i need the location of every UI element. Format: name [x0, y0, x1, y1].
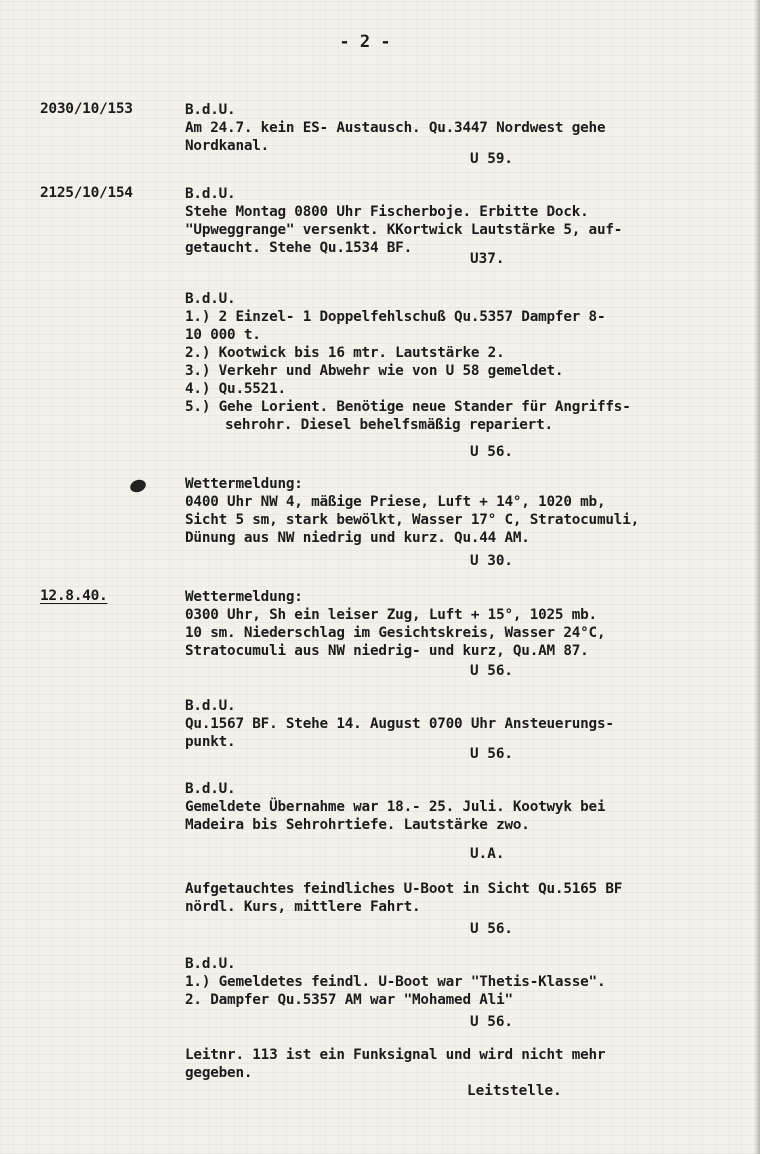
- message-line: B.d.U.: [185, 781, 236, 797]
- message-entry: [185, 101, 745, 155]
- message-line: 5.) Gehe Lorient. Benötige neue Stander für Angriffs-: [185, 399, 631, 415]
- message-entry: [185, 780, 745, 834]
- message-entry: [185, 290, 745, 434]
- sender-signature: Leitstelle.: [467, 1083, 562, 1099]
- message-signature: U37.: [470, 251, 505, 267]
- message-line: Sicht 5 sm, stark bewölkt, Wasser 17° C, Stratocumuli,: [185, 512, 640, 528]
- message-signature: U 56.: [470, 444, 514, 460]
- message-line: B.d.U.: [185, 102, 236, 118]
- entry-date-label: 12.8.40.: [40, 588, 108, 604]
- message-entry: [185, 1046, 745, 1082]
- message-line: Dünung aus NW niedrig und kurz. Qu.44 AM.: [185, 530, 530, 546]
- message-entry: [185, 588, 745, 660]
- message-line: Stehe Montag 0800 Uhr Fischerboje. Erbitte Dock.: [185, 204, 589, 220]
- message-signature: U 56.: [470, 663, 514, 679]
- message-line: gegeben.: [185, 1065, 253, 1081]
- message-line: 2. Dampfer Qu.5357 AM war "Mohamed Ali": [185, 992, 513, 1008]
- message-entry: [185, 185, 745, 257]
- entry-time-label: 2030/10/153: [40, 101, 133, 117]
- message-line: Gemeldete Übernahme war 18.- 25. Juli. Kootwyk bei: [185, 799, 606, 815]
- message-line: 3.) Verkehr und Abwehr wie von U 58 gemeldet.: [185, 363, 564, 379]
- message-entry: [185, 880, 745, 916]
- message-line: 1.) Gemeldetes feindl. U-Boot war "Thetis-Klasse".: [185, 974, 606, 990]
- message-line: Am 24.7. kein ES- Austausch. Qu.3447 Nordwest gehe: [185, 120, 606, 136]
- message-line: punkt.: [185, 734, 236, 750]
- message-line: "Upweggrange" versenkt. KKortwick Lautstärke 5, auf-: [185, 222, 623, 238]
- message-entry: [185, 697, 745, 751]
- message-line: sehrohr. Diesel behelfsmäßig repariert.: [225, 417, 553, 433]
- message-line: 2.) Kootwick bis 16 mtr. Lautstärke 2.: [185, 345, 505, 361]
- message-line: 1.) 2 Einzel- 1 Doppelfehlschuß Qu.5357 Dampfer 8-: [185, 309, 606, 325]
- message-line: Stratocumuli aus NW niedrig- und kurz, Qu.AM 87.: [185, 643, 589, 659]
- message-line: Wettermeldung:: [185, 476, 303, 492]
- message-line: Nordkanal.: [185, 138, 270, 154]
- message-line: 0300 Uhr, Sh ein leiser Zug, Luft + 15°, 1025 mb.: [185, 607, 597, 623]
- message-line: nördl. Kurs, mittlere Fahrt.: [185, 899, 421, 915]
- ink-smudge: [128, 478, 147, 495]
- message-line: B.d.U.: [185, 698, 236, 714]
- message-entry: [185, 955, 745, 1009]
- message-line: 0400 Uhr NW 4, mäßige Priese, Luft + 14°, 1020 mb,: [185, 494, 606, 510]
- message-signature: U 56.: [470, 746, 514, 762]
- message-line: B.d.U.: [185, 956, 236, 972]
- message-line: Qu.1567 BF. Stehe 14. August 0700 Uhr Ansteuerungs-: [185, 716, 614, 732]
- message-line: Leitnr. 113 ist ein Funksignal und wird nicht mehr: [185, 1047, 606, 1063]
- message-signature: U 30.: [470, 553, 514, 569]
- message-entry: [185, 475, 745, 547]
- entry-time-label: 2125/10/154: [40, 185, 133, 201]
- message-line: Madeira bis Sehrohrtiefe. Lautstärke zwo.: [185, 817, 530, 833]
- message-line: 4.) Qu.5521.: [185, 381, 286, 397]
- message-signature: U 56.: [470, 1014, 514, 1030]
- message-signature: U 59.: [470, 151, 514, 167]
- message-line: 10 sm. Niederschlag im Gesichtskreis, Wasser 24°C,: [185, 625, 606, 641]
- message-line: getaucht. Stehe Qu.1534 BF.: [185, 240, 413, 256]
- message-line: Aufgetauchtes feindliches U-Boot in Sicht Qu.5165 BF: [185, 881, 623, 897]
- message-signature: U 56.: [470, 921, 514, 937]
- message-line: B.d.U.: [185, 186, 236, 202]
- message-line: B.d.U.: [185, 291, 236, 307]
- scan-edge-shadow: [754, 0, 760, 1154]
- message-line: 10 000 t.: [185, 327, 261, 343]
- message-line: Wettermeldung:: [185, 589, 303, 605]
- message-signature: U.A.: [470, 846, 505, 862]
- page-number: - 2 -: [339, 32, 391, 52]
